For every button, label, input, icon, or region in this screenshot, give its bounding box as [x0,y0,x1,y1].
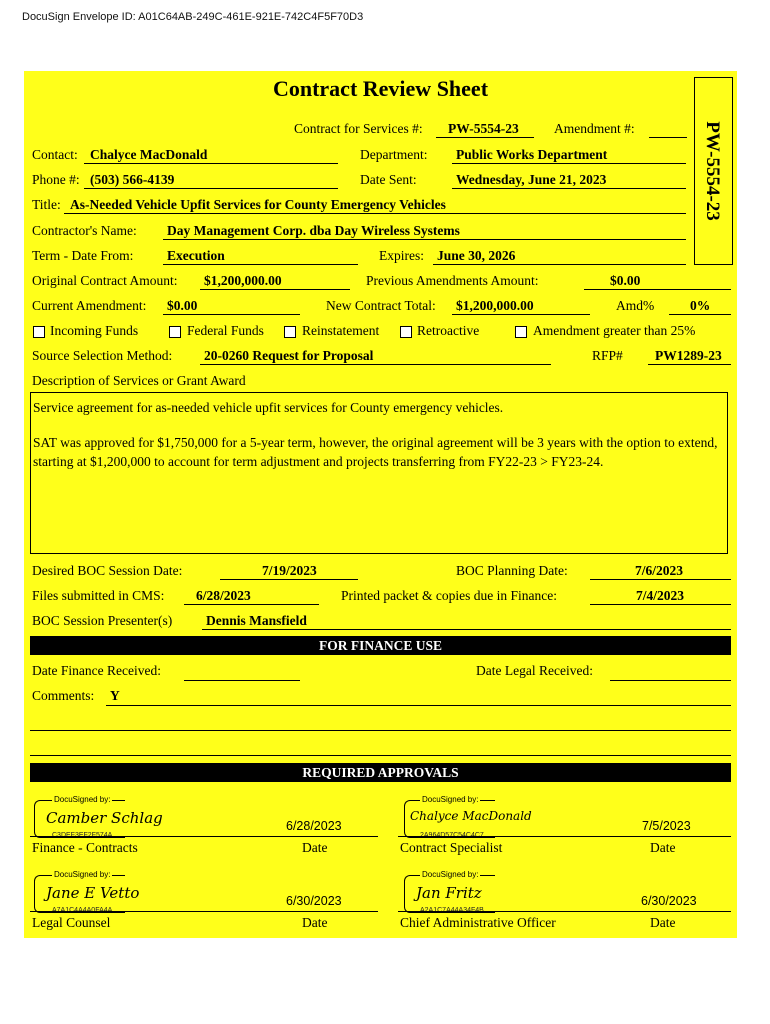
side-code: PW-5554-23 [702,121,723,221]
new-total-label: New Contract Total: [326,298,436,313]
presenter-value[interactable]: Dennis Mansfield [206,613,307,628]
incoming-funds-checkbox[interactable] [33,326,45,338]
retroactive-label: Retroactive [417,323,480,338]
signature-4: Jan Fritz [416,884,482,902]
approval-date-2: 7/5/2023 [642,819,691,833]
description-box[interactable] [30,392,728,554]
original-amount-label: Original Contract Amount: [32,273,178,288]
date-sent-label: Date Sent: [360,172,417,187]
title-label: Title: [32,197,61,212]
boc-session-label: Desired BOC Session Date: [32,563,183,578]
boc-planning-value[interactable]: 7/6/2023 [635,563,684,578]
boc-planning-label: BOC Planning Date: [456,563,568,578]
comments-label: Comments: [32,688,95,703]
title-value[interactable]: As-Needed Vehicle Upfit Services for County Emergency Vehicles [70,197,446,212]
comments-value[interactable]: Y [110,688,120,703]
approval-date-3: 6/30/2023 [286,894,342,908]
approval-date-label-3: Date [302,915,328,930]
previous-amendments-value[interactable]: $0.00 [610,273,641,288]
approval-date-label-4: Date [650,915,676,930]
signature-hash-4: A2A1C7A44A34F4B... [420,907,490,914]
phone-value[interactable]: (503) 566-4139 [90,172,175,187]
incoming-funds-label: Incoming Funds [50,323,139,338]
boc-session-value[interactable]: 7/19/2023 [262,563,317,578]
amendment-25-label: Amendment greater than 25% [533,323,696,338]
department-value[interactable]: Public Works Department [456,147,608,162]
contractor-value[interactable]: Day Management Corp. dba Day Wireless Systems [167,223,460,238]
signature-hash-2: 2A964D57C54C4C7... [420,832,490,839]
approval-date-1: 6/28/2023 [286,819,342,833]
amendment-25-checkbox[interactable] [515,326,527,338]
printed-packet-label: Printed packet & copies due in Finance: [341,588,557,603]
finance-use-header: FOR FINANCE USE [30,636,731,655]
approval-role-4: Chief Administrative Officer [400,915,556,930]
date-sent-value[interactable]: Wednesday, June 21, 2023 [456,172,607,187]
source-selection-value[interactable]: 20-0260 Request for Proposal [204,348,374,363]
source-selection-label: Source Selection Method: [32,348,173,363]
docusigned-by-3: DocuSigned by: [54,870,111,879]
signature-hash-3: A7A1C4A4A0FA4A... [52,907,119,914]
approval-date-4: 6/30/2023 [641,894,697,908]
approval-role-1: Finance - Contracts [32,840,138,855]
contract-for-services-value[interactable]: PW-5554-23 [448,121,519,136]
contractor-label: Contractor's Name: [32,223,137,238]
amd-pct-label: Amd% [616,298,655,313]
phone-label: Phone #: [32,172,80,187]
approval-role-3: Legal Counsel [32,915,111,930]
description-label: Description of Services or Grant Award [32,373,246,388]
amd-pct-value[interactable]: 0% [690,298,711,313]
description-paragraph-1: Service agreement for as-needed vehicle upfit services for County emergency vehicles. [33,400,504,415]
retroactive-checkbox[interactable] [400,326,412,338]
docusigned-by-2: DocuSigned by: [422,795,479,804]
reinstatement-label: Reinstatement [302,323,380,338]
files-cms-value[interactable]: 6/28/2023 [196,588,251,603]
signature-2: Chalyce MacDonald [410,809,532,823]
signature-3: Jane E Vetto [46,884,140,902]
original-amount-value[interactable]: $1,200,000.00 [204,273,282,288]
approval-date-label-1: Date [302,840,328,855]
docusigned-by-1: DocuSigned by: [54,795,111,804]
required-approvals-header: REQUIRED APPROVALS [30,763,731,782]
contact-value[interactable]: Chalyce MacDonald [90,147,208,162]
presenter-label: BOC Session Presenter(s) [32,613,173,628]
expires-value[interactable]: June 30, 2026 [437,248,516,263]
approval-role-2: Contract Specialist [400,840,503,855]
docusigned-by-4: DocuSigned by: [422,870,479,879]
approval-date-label-2: Date [650,840,676,855]
contract-review-sheet [24,71,737,938]
rfp-value[interactable]: PW1289-23 [655,348,722,363]
page-title: Contract Review Sheet [272,76,489,101]
reinstatement-checkbox[interactable] [284,326,296,338]
printed-packet-value[interactable]: 7/4/2023 [636,588,685,603]
legal-received-label: Date Legal Received: [476,663,593,678]
term-from-label: Term - Date From: [32,248,134,263]
description-paragraph-2: SAT was approved for $1,750,000 for a 5-year term, however, the original agreement will be 3 years with the option to extend, starting at $1,200,000 to account for term adjustment and projects transferring from FY22-23 > FY23-24. [33,435,718,469]
previous-amendments-label: Previous Amendments Amount: [366,273,539,288]
federal-funds-checkbox[interactable] [169,326,181,338]
finance-received-label: Date Finance Received: [32,663,161,678]
envelope-id: DocuSign Envelope ID: A01C64AB-249C-461E-921E-742C4F5F70D3 [22,11,364,23]
contract-for-services-label: Contract for Services #: [294,121,423,136]
term-from-value[interactable]: Execution [167,248,225,263]
rfp-label: RFP# [592,348,623,363]
contact-label: Contact: [32,147,78,162]
amendment-label: Amendment #: [554,121,635,136]
signature-hash-1: C3DEF3EF2F574A... [52,832,119,839]
current-amendment-label: Current Amendment: [32,298,147,313]
department-label: Department: [360,147,428,162]
files-cms-label: Files submitted in CMS: [32,588,165,603]
current-amendment-value[interactable]: $0.00 [167,298,198,313]
federal-funds-label: Federal Funds [187,323,264,338]
expires-label: Expires: [379,248,424,263]
signature-1: Camber Schlag [46,809,163,827]
new-total-value[interactable]: $1,200,000.00 [456,298,534,313]
